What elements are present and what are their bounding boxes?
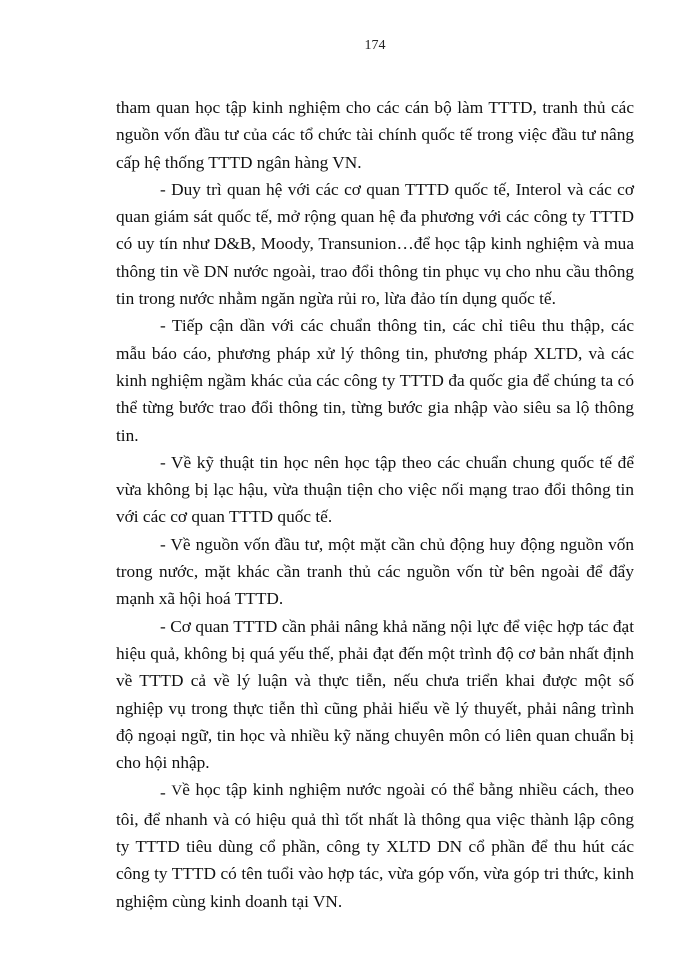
- paragraph-investment-capital: - Về nguồn vốn đầu tư, một mặt cần chủ động huy động nguồn vốn trong nước, mặt khác cần tranh thủ các nguồn vốn từ bên ngoài để đẩy mạnh xã hội hoá TTTD.: [116, 534, 634, 609]
- paragraph-information-standards: - Tiếp cận dần với các chuẩn thông tin, các chỉ tiêu thu thập, các mẫu báo cáo, phương pháp xử lý thông tin, phương pháp XLTD, và các kinh nghiệm ngầm khác của các công ty TTTD đa quốc gia để chúng ta có thể từng bước trao đổi thông tin, từng bước gia nhập vào siêu sa lộ thông tin.: [116, 316, 634, 445]
- paragraph-intro-continuation: tham quan học tập kinh nghiệm cho các cán bộ làm TTTD, tranh thủ các nguồn vốn đầu tư của các tổ chức tài chính quốc tế trong việc đầu tư nâng cấp hệ thống TTTD ngân hàng VN.: [116, 98, 634, 172]
- paragraph-lead-letter: V: [171, 783, 183, 800]
- paragraph-internal-capacity: - Cơ quan TTTD cần phải nâng khả năng nội lực để việc hợp tác đạt hiệu quả, không bị quá yếu thế, phải đạt đến một trình độ cơ bản nhất định về TTTD cả về lý luận và thực tiễn, nếu chưa triển khai được một số nghiệp vụ trong thực tiễn thì cũng phải hiểu về lý thuyết, phải nâng trình độ ngoại ngữ, tin học và nhiều kỹ năng chuyên môn có liên quan chuẩn bị cho hội nhập.: [116, 616, 634, 773]
- bullet-dash: -: [160, 783, 166, 803]
- paragraph-it-standards: - Về kỹ thuật tin học nên học tập theo các chuẩn chung quốc tế để vừa không bị lạc hậu, vừa thuận tiện cho việc nối mạng trao đổi thông tin với các cơ quan TTTD quốc tế.: [116, 452, 634, 527]
- document-body: [116, 94, 634, 915]
- paragraph-text: ề học tập kinh nghiệm nước ngoài có thể bằng nhiều cách, theo tôi, để nhanh và có hiệu quả thì tốt nhất là thông qua việc thành lập công ty TTTD tiêu dùng cổ phần, công ty XLTD DN cổ phần để thu hút các công ty TTTD có tên tuổi vào hợp tác, vừa góp vốn, vừa góp tri thức, kinh nghiệm cùng kinh doanh tại VN.: [116, 780, 634, 911]
- paragraph-foreign-experience: [116, 776, 634, 914]
- paragraph-international-relations: - Duy trì quan hệ với các cơ quan TTTD quốc tế, Interol và các cơ quan giám sát quốc tế, mở rộng quan hệ đa phương với các công ty TTTD có uy tín như D&B, Moody, Transunion…để học tập kinh nghiệm và mua thông tin về DN nước ngoài, trao đổi thông tin phục vụ cho nhu cầu thông tin trong nước nhằm ngăn ngừa rủi ro, lừa đảo tín dụng quốc tế.: [116, 179, 634, 309]
- page-number: 174: [364, 38, 386, 53]
